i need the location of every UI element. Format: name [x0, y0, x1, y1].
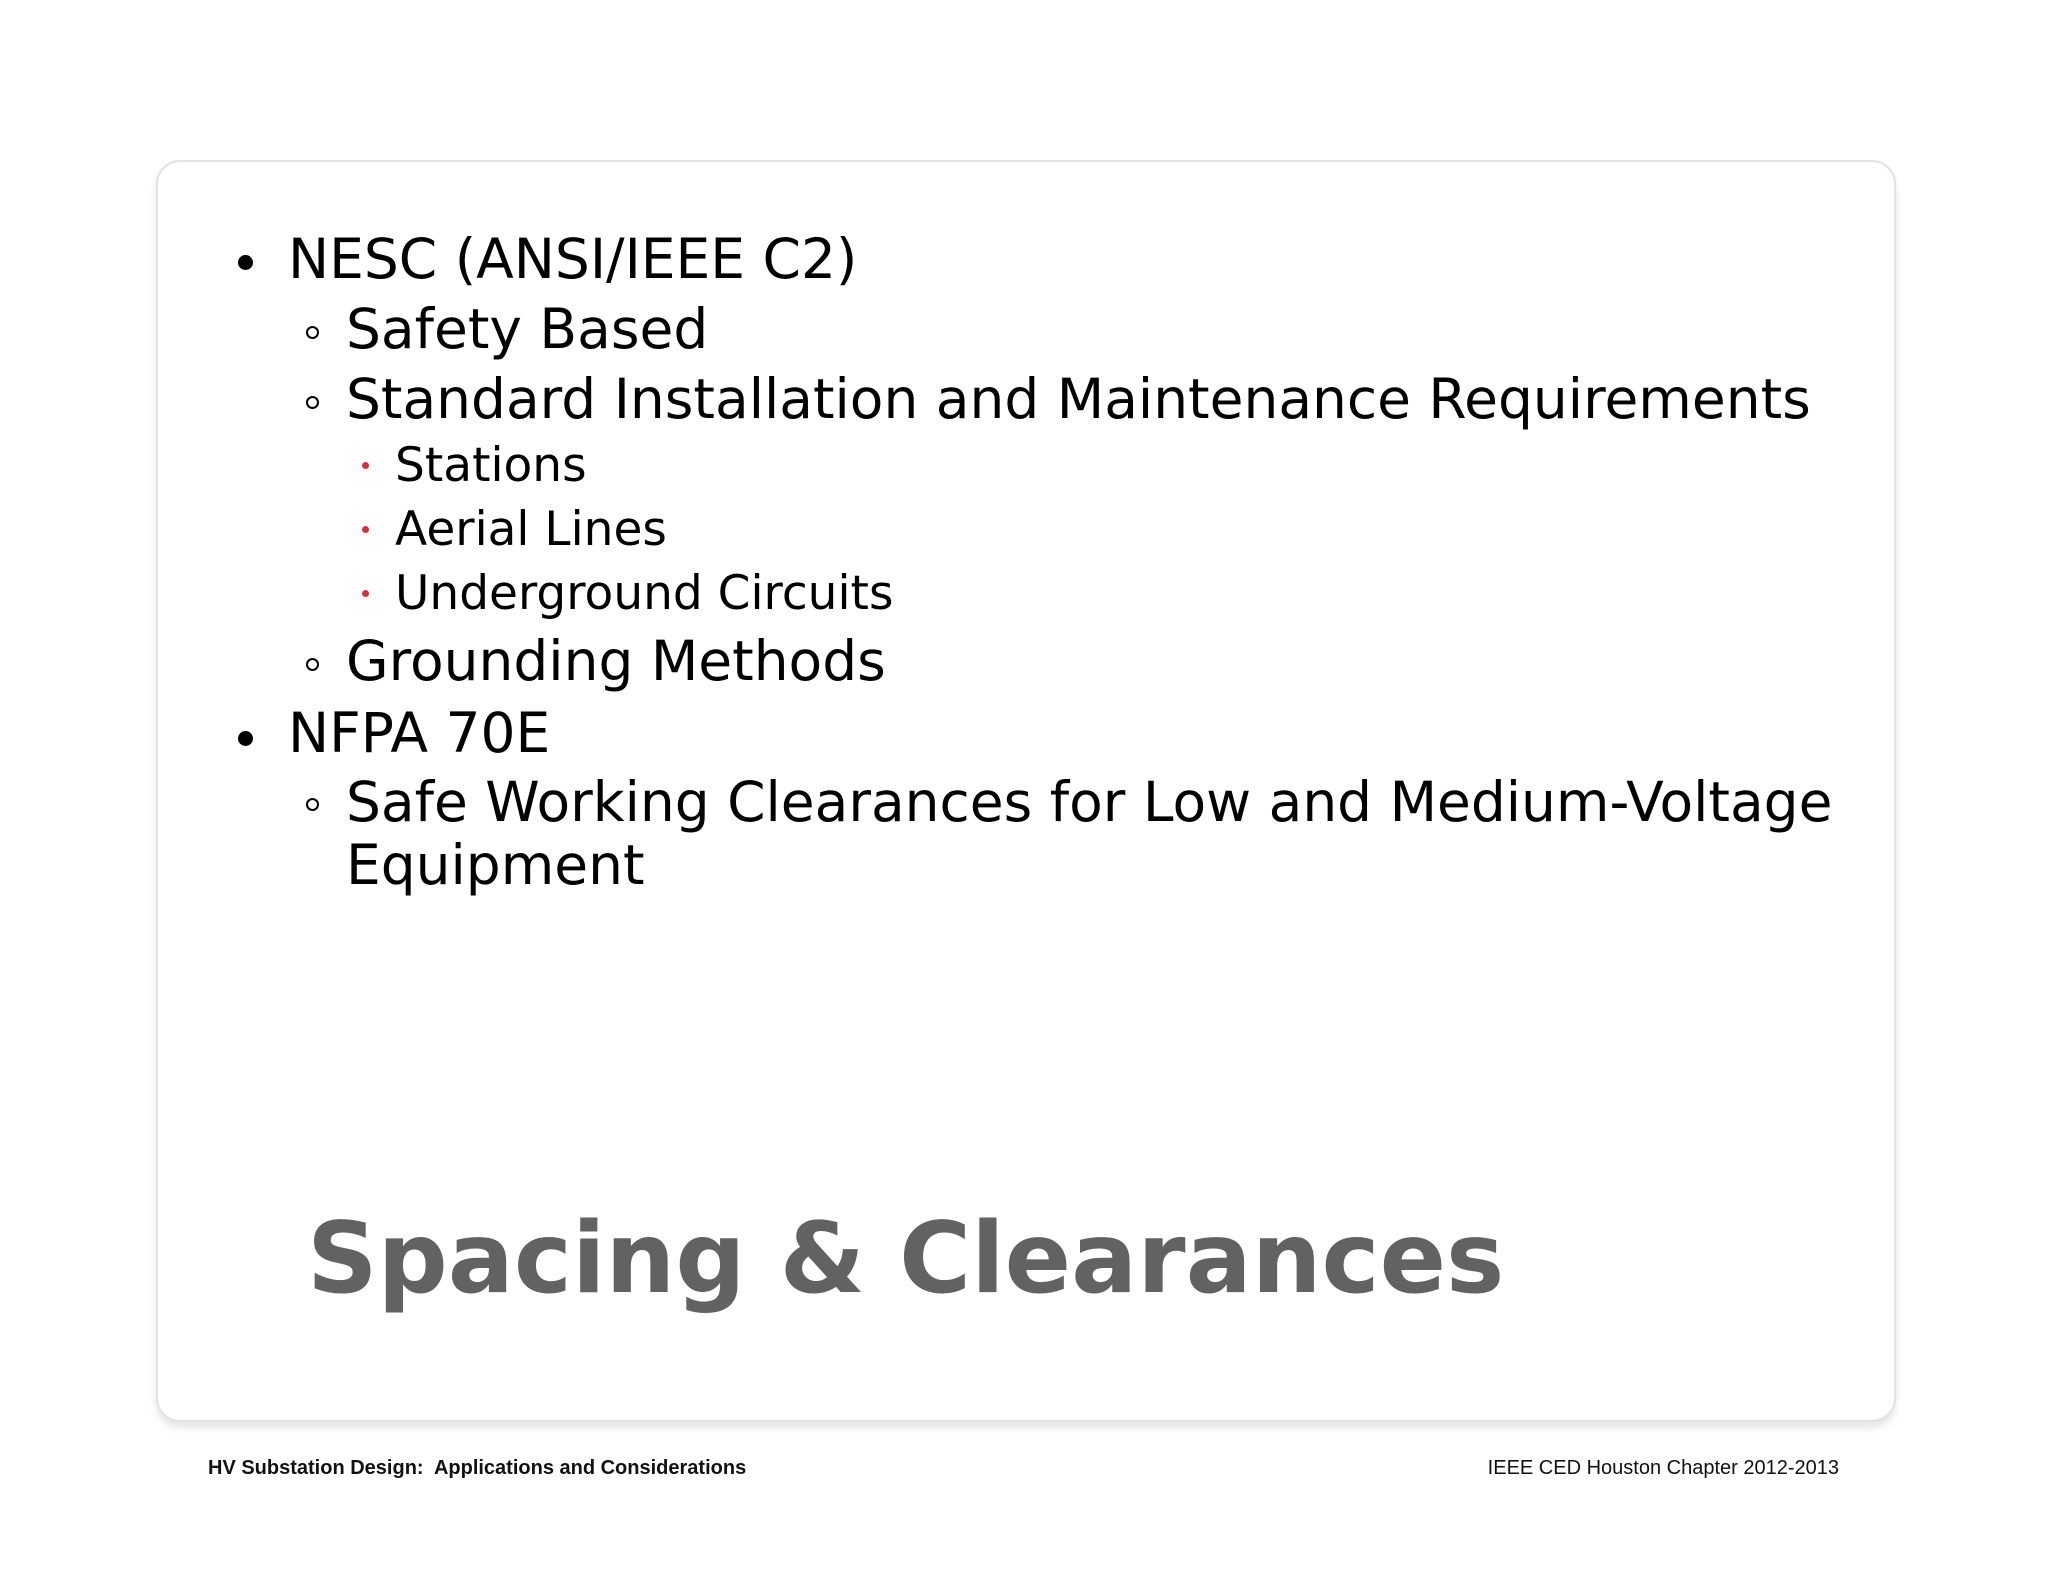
sub-sub-bullet-marker: [362, 526, 369, 533]
sub-bullet-marker: [306, 658, 319, 671]
sub-sub-bullet-item: Aerial Lines: [395, 502, 667, 557]
bullet-marker: [238, 255, 253, 270]
footer-presentation-title: HV Substation Design: Applications and Considerations: [208, 1457, 747, 1479]
sub-sub-bullet-item: Underground Circuits: [395, 566, 894, 621]
footer-chapter: IEEE CED Houston Chapter 2012-2013: [1487, 1457, 1839, 1479]
sub-sub-bullet-marker: [362, 590, 369, 597]
sub-bullet-item: Safe Working Clearances for Low and Medium-Voltage: [346, 770, 1833, 834]
bullet-item: NESC (ANSI/IEEE C2): [288, 227, 858, 291]
sub-bullet-marker: [306, 798, 319, 811]
slide-title: Spacing & Clearances: [307, 1202, 1505, 1316]
sub-bullet-item-continuation: Equipment: [346, 833, 645, 897]
sub-bullet-item: Standard Installation and Maintenance Requirements: [346, 367, 1811, 431]
sub-sub-bullet-marker: [362, 462, 369, 469]
sub-bullet-marker: [306, 396, 319, 409]
sub-sub-bullet-item: Stations: [395, 438, 587, 493]
sub-bullet-item: Grounding Methods: [346, 629, 886, 693]
bullet-item: NFPA 70E: [288, 701, 551, 765]
bullet-marker: [238, 731, 253, 746]
sub-bullet-item: Safety Based: [346, 297, 709, 361]
sub-bullet-marker: [306, 326, 319, 339]
